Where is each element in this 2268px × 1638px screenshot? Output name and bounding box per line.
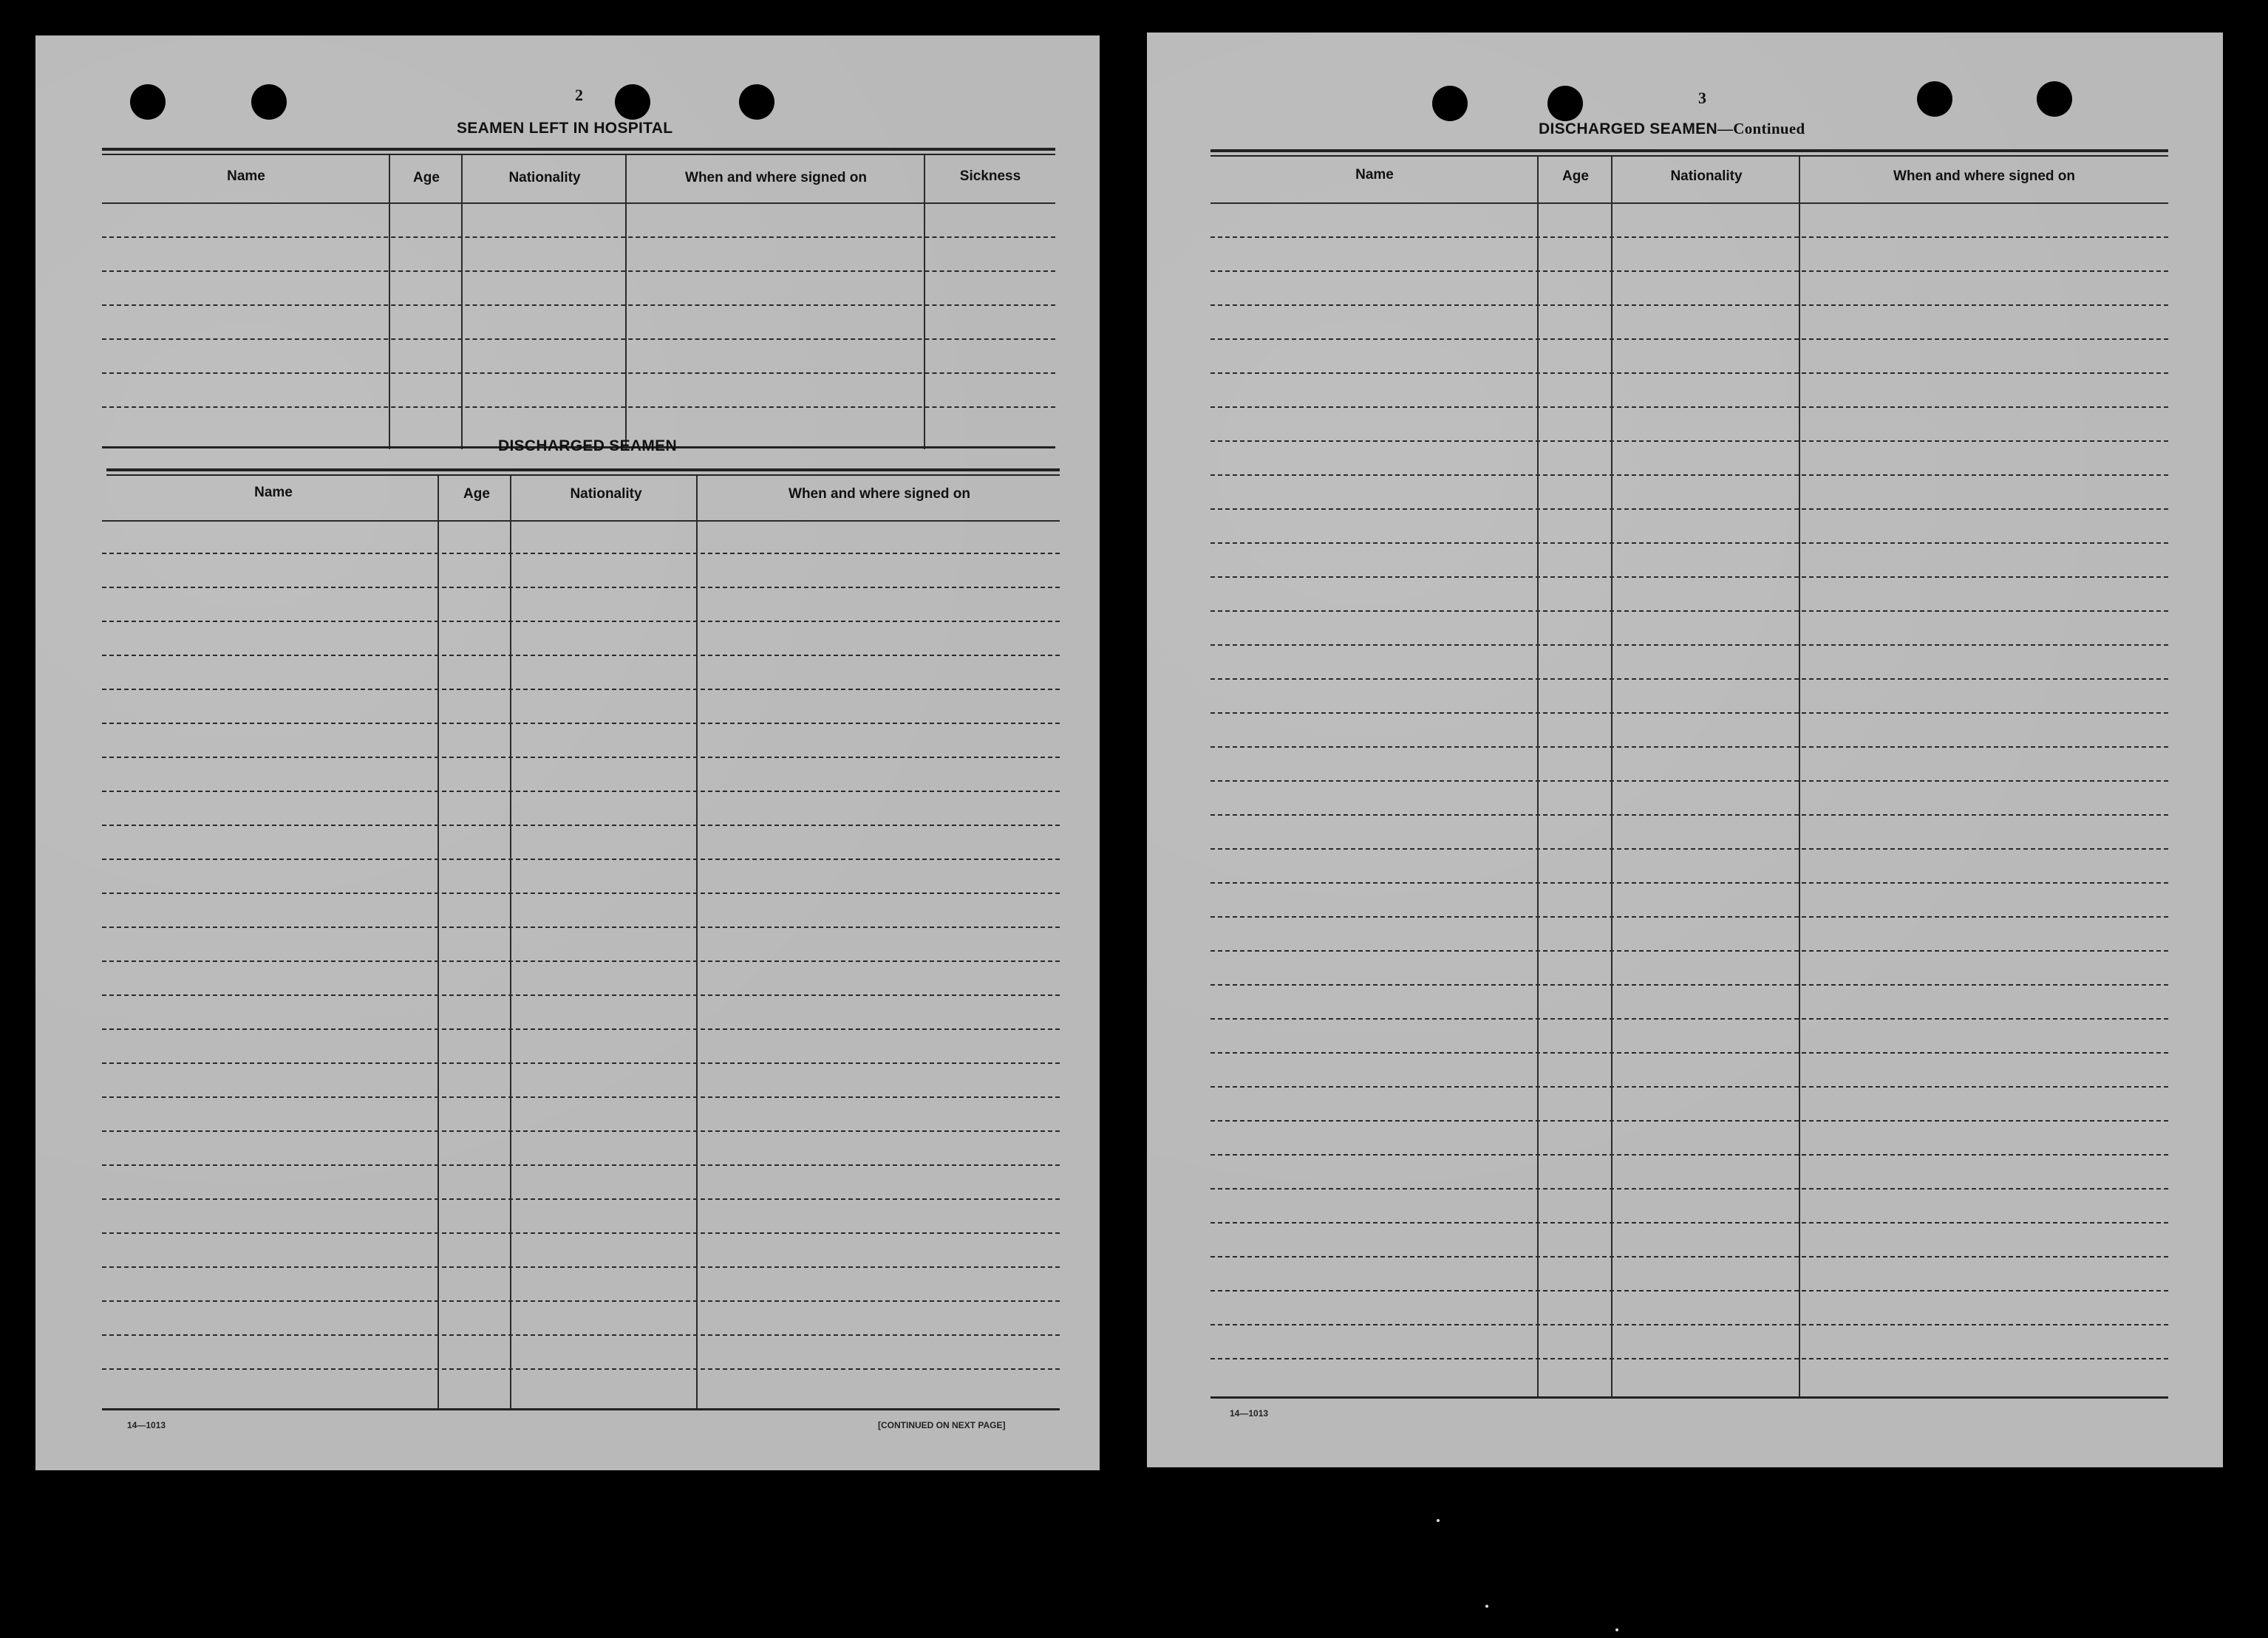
punch-hole xyxy=(130,84,166,120)
punch-hole xyxy=(1547,86,1583,121)
column-header-nationality: Nationality xyxy=(508,170,581,185)
section-title-suffix: —Continued xyxy=(1717,120,1805,137)
column-header-signed-on: When and where signed on xyxy=(685,170,867,185)
left-page xyxy=(35,35,1100,1470)
punch-hole xyxy=(1432,86,1468,121)
column-header-sickness: Sickness xyxy=(959,168,1021,184)
section-title-hospital: SEAMEN LEFT IN HOSPITAL xyxy=(457,120,673,137)
section-title-discharged-continued xyxy=(1539,120,1805,138)
column-header-name: Name xyxy=(254,485,293,500)
section-title-text: DISCHARGED SEAMEN xyxy=(1539,120,1717,137)
column-header-nationality: Nationality xyxy=(570,486,642,502)
column-header-age: Age xyxy=(1562,168,1589,184)
column-header-age: Age xyxy=(413,170,440,185)
form-number: 14—1013 xyxy=(127,1420,166,1430)
column-header-name: Name xyxy=(1355,167,1394,182)
column-header-signed-on: When and where signed on xyxy=(1893,168,2075,184)
section-title-discharged: DISCHARGED SEAMEN xyxy=(498,437,677,454)
punch-hole xyxy=(251,84,287,120)
punch-hole xyxy=(615,84,650,120)
page-number: 2 xyxy=(575,86,583,104)
punch-hole xyxy=(1917,81,1952,117)
continued-note: [CONTINUED ON NEXT PAGE] xyxy=(878,1420,1006,1430)
page-number: 3 xyxy=(1698,89,1706,107)
punch-hole xyxy=(739,84,774,120)
punch-hole xyxy=(2037,81,2072,117)
right-page xyxy=(1147,33,2223,1467)
form-number: 14—1013 xyxy=(1230,1408,1269,1419)
column-header-age: Age xyxy=(463,486,490,502)
column-header-name: Name xyxy=(227,168,265,184)
column-header-signed-on: When and where signed on xyxy=(789,486,970,502)
column-header-nationality: Nationality xyxy=(1670,168,1743,184)
